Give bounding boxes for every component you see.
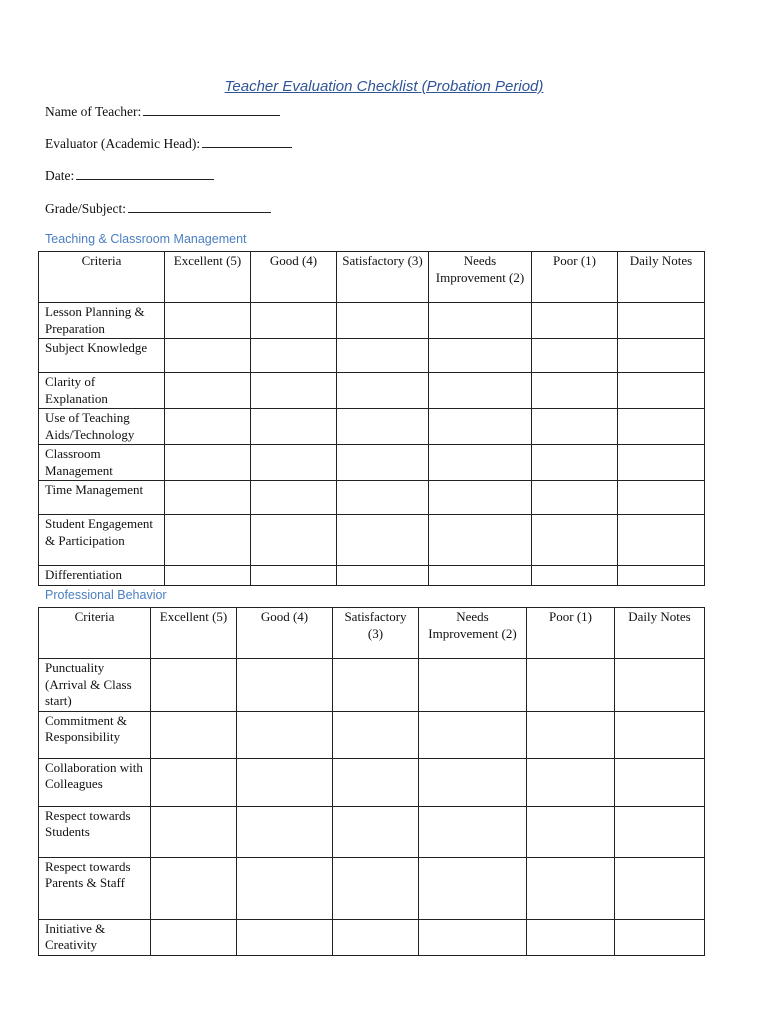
column-header-excellent: Excellent (5) — [165, 252, 251, 303]
rating-cell-poor[interactable] — [532, 339, 618, 373]
table-row — [39, 659, 705, 712]
rating-cell-satisfactory[interactable] — [333, 659, 419, 712]
column-header-needs-improvement: Needs Improvement (2) — [419, 608, 527, 659]
rating-cell-excellent[interactable] — [165, 339, 251, 373]
column-header-poor: Poor (1) — [532, 252, 618, 303]
rating-cell-satisfactory[interactable] — [333, 711, 419, 758]
criteria-initiative: Initiative & Creativity — [39, 919, 151, 955]
rating-cell-satisfactory[interactable] — [337, 445, 429, 481]
rating-cell-good[interactable] — [237, 659, 333, 712]
daily-notes-cell[interactable] — [615, 806, 705, 857]
rating-cell-needs-improvement[interactable] — [429, 515, 532, 566]
rating-cell-needs-improvement[interactable] — [429, 481, 532, 515]
column-header-daily-notes: Daily Notes — [618, 252, 705, 303]
column-header-excellent: Excellent (5) — [151, 608, 237, 659]
criteria-clarity: Clarity of Explanation — [39, 373, 165, 409]
teaching-evaluation-table — [38, 251, 705, 586]
evaluator-blank[interactable] — [202, 135, 292, 148]
rating-cell-needs-improvement[interactable] — [419, 806, 527, 857]
rating-cell-excellent[interactable] — [165, 515, 251, 566]
daily-notes-cell[interactable] — [618, 409, 705, 445]
table-row — [39, 758, 705, 806]
table-row — [39, 566, 705, 586]
daily-notes-cell[interactable] — [618, 445, 705, 481]
table-header-row — [39, 252, 705, 303]
rating-cell-good[interactable] — [237, 711, 333, 758]
column-header-daily-notes: Daily Notes — [615, 608, 705, 659]
rating-cell-poor[interactable] — [527, 758, 615, 806]
rating-cell-satisfactory[interactable] — [337, 373, 429, 409]
evaluator-label: Evaluator (Academic Head): — [45, 136, 201, 151]
column-header-criteria: Criteria — [39, 252, 165, 303]
date-field[interactable] — [45, 167, 214, 184]
table-row — [39, 919, 705, 955]
rating-cell-good[interactable] — [237, 919, 333, 955]
column-header-needs-improvement: Needs Improvement (2) — [429, 252, 532, 303]
rating-cell-satisfactory[interactable] — [337, 566, 429, 586]
column-header-satisfactory: Satisfactory (3) — [337, 252, 429, 303]
daily-notes-cell[interactable] — [615, 659, 705, 712]
criteria-differentiation: Differentiation — [39, 566, 165, 586]
criteria-respect-parents-staff: Respect towards Parents & Staff — [39, 857, 151, 919]
rating-cell-needs-improvement[interactable] — [429, 409, 532, 445]
rating-cell-poor[interactable] — [532, 481, 618, 515]
daily-notes-cell[interactable] — [618, 339, 705, 373]
daily-notes-cell[interactable] — [615, 857, 705, 919]
criteria-collaboration: Collaboration with Colleagues — [39, 758, 151, 806]
criteria-subject-knowledge: Subject Knowledge — [39, 339, 165, 373]
daily-notes-cell[interactable] — [618, 566, 705, 586]
page-title: Teacher Evaluation Checklist (Probation Period) — [224, 78, 544, 95]
table-row — [39, 409, 705, 445]
table-row — [39, 303, 705, 339]
rating-cell-satisfactory[interactable] — [337, 481, 429, 515]
rating-cell-poor[interactable] — [532, 566, 618, 586]
criteria-teaching-aids: Use of Teaching Aids/Technology — [39, 409, 165, 445]
rating-cell-poor[interactable] — [532, 409, 618, 445]
criteria-punctuality: Punctuality (Arrival & Class start) — [39, 659, 151, 712]
teacher-name-field[interactable] — [45, 103, 280, 120]
date-label: Date: — [45, 168, 75, 183]
rating-cell-satisfactory[interactable] — [337, 339, 429, 373]
rating-cell-poor[interactable] — [532, 303, 618, 339]
rating-cell-satisfactory[interactable] — [333, 857, 419, 919]
rating-cell-excellent[interactable] — [165, 445, 251, 481]
rating-cell-needs-improvement[interactable] — [419, 919, 527, 955]
rating-cell-needs-improvement[interactable] — [419, 857, 527, 919]
rating-cell-good[interactable] — [251, 515, 337, 566]
rating-cell-good[interactable] — [237, 758, 333, 806]
table-row — [39, 711, 705, 758]
daily-notes-cell[interactable] — [615, 711, 705, 758]
rating-cell-good[interactable] — [251, 303, 337, 339]
rating-cell-excellent[interactable] — [151, 806, 237, 857]
grade-subject-field[interactable] — [45, 200, 271, 217]
rating-cell-excellent[interactable] — [151, 857, 237, 919]
column-header-criteria: Criteria — [39, 608, 151, 659]
rating-cell-excellent[interactable] — [165, 373, 251, 409]
date-blank[interactable] — [76, 167, 214, 180]
daily-notes-cell[interactable] — [618, 373, 705, 409]
rating-cell-satisfactory[interactable] — [333, 919, 419, 955]
rating-cell-good[interactable] — [251, 566, 337, 586]
column-header-good: Good (4) — [237, 608, 333, 659]
rating-cell-good[interactable] — [251, 445, 337, 481]
rating-cell-poor[interactable] — [532, 515, 618, 566]
rating-cell-needs-improvement[interactable] — [429, 339, 532, 373]
professional-behavior-table — [38, 607, 705, 956]
table-row — [39, 481, 705, 515]
table-row — [39, 806, 705, 857]
table-row — [39, 857, 705, 919]
rating-cell-poor[interactable] — [527, 857, 615, 919]
table-header-row — [39, 608, 705, 659]
rating-cell-needs-improvement[interactable] — [429, 445, 532, 481]
table-row — [39, 515, 705, 566]
rating-cell-satisfactory[interactable] — [337, 515, 429, 566]
rating-cell-good[interactable] — [251, 373, 337, 409]
rating-cell-excellent[interactable] — [165, 566, 251, 586]
rating-cell-excellent[interactable] — [151, 711, 237, 758]
rating-cell-satisfactory[interactable] — [333, 758, 419, 806]
rating-cell-poor[interactable] — [532, 445, 618, 481]
rating-cell-good[interactable] — [251, 339, 337, 373]
criteria-time-management: Time Management — [39, 481, 165, 515]
section-heading-professional: Professional Behavior — [45, 588, 167, 602]
column-header-satisfactory: Satisfactory (3) — [333, 608, 419, 659]
rating-cell-excellent[interactable] — [165, 303, 251, 339]
rating-cell-good[interactable] — [237, 806, 333, 857]
criteria-classroom-management: Classroom Management — [39, 445, 165, 481]
rating-cell-good[interactable] — [237, 857, 333, 919]
rating-cell-satisfactory[interactable] — [333, 806, 419, 857]
table-row — [39, 373, 705, 409]
daily-notes-cell[interactable] — [615, 919, 705, 955]
teacher-name-label: Name of Teacher: — [45, 104, 142, 119]
rating-cell-poor[interactable] — [527, 919, 615, 955]
rating-cell-poor[interactable] — [532, 373, 618, 409]
teacher-name-blank[interactable] — [143, 103, 280, 116]
evaluator-field[interactable] — [45, 135, 292, 152]
rating-cell-poor[interactable] — [527, 711, 615, 758]
rating-cell-good[interactable] — [251, 409, 337, 445]
daily-notes-cell[interactable] — [618, 303, 705, 339]
rating-cell-excellent[interactable] — [151, 758, 237, 806]
rating-cell-needs-improvement[interactable] — [419, 758, 527, 806]
grade-subject-blank[interactable] — [128, 200, 271, 213]
criteria-respect-students: Respect towards Students — [39, 806, 151, 857]
rating-cell-excellent[interactable] — [165, 481, 251, 515]
rating-cell-satisfactory[interactable] — [337, 303, 429, 339]
rating-cell-needs-improvement[interactable] — [419, 659, 527, 712]
rating-cell-excellent[interactable] — [151, 919, 237, 955]
rating-cell-poor[interactable] — [527, 659, 615, 712]
daily-notes-cell[interactable] — [615, 758, 705, 806]
daily-notes-cell[interactable] — [618, 481, 705, 515]
criteria-commitment: Commitment & Responsibility — [39, 711, 151, 758]
rating-cell-excellent[interactable] — [151, 659, 237, 712]
column-header-good: Good (4) — [251, 252, 337, 303]
column-header-poor: Poor (1) — [527, 608, 615, 659]
table-row — [39, 445, 705, 481]
daily-notes-cell[interactable] — [618, 515, 705, 566]
rating-cell-satisfactory[interactable] — [337, 409, 429, 445]
rating-cell-good[interactable] — [251, 481, 337, 515]
rating-cell-needs-improvement[interactable] — [429, 373, 532, 409]
table-row — [39, 339, 705, 373]
criteria-lesson-planning: Lesson Planning & Preparation — [39, 303, 165, 339]
rating-cell-excellent[interactable] — [165, 409, 251, 445]
section-heading-teaching: Teaching & Classroom Management — [45, 232, 247, 246]
rating-cell-needs-improvement[interactable] — [429, 566, 532, 586]
rating-cell-needs-improvement[interactable] — [419, 711, 527, 758]
rating-cell-poor[interactable] — [527, 806, 615, 857]
rating-cell-needs-improvement[interactable] — [429, 303, 532, 339]
grade-subject-label: Grade/Subject: — [45, 201, 126, 216]
criteria-student-engagement: Student Engagement & Participation — [39, 515, 165, 566]
